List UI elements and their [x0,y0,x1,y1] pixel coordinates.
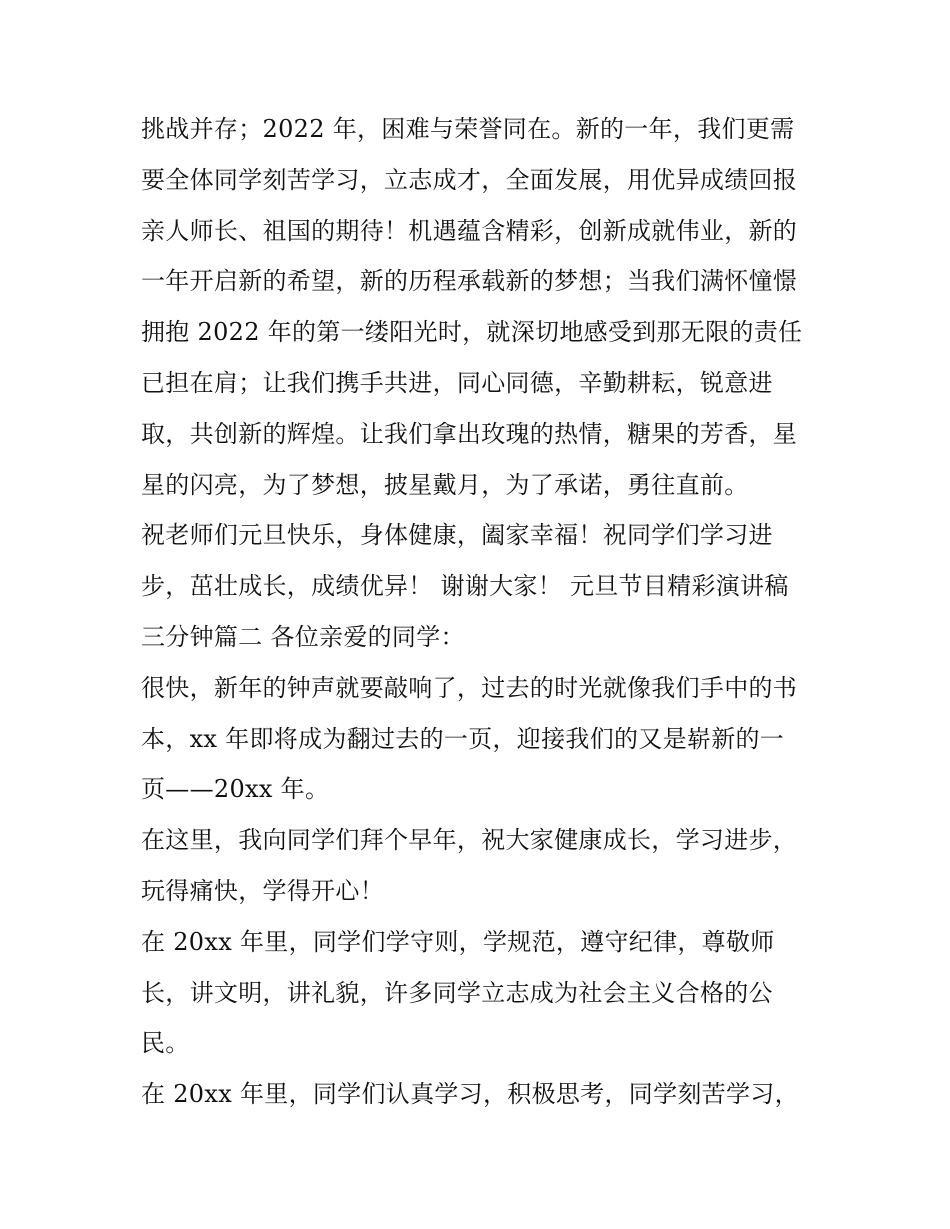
text-line: 在 20xx 年里，同学们认真学习，积极思考，同学刻苦学习， [141,1080,799,1109]
text-line: 三分钟篇二 各位亲爱的同学： [141,622,465,651]
text-line: 本，xx 年即将成为翻过去的一页，迎接我们的又是崭新的一 [141,724,785,753]
text-line: 亲人师长、祖国的期待！机遇蕴含精彩，创新成就伟业，新的 [141,216,798,245]
text-line: 步，茁壮成长，成绩优异！ 谢谢大家！ 元旦节目精彩演讲稿 [141,572,789,601]
text-line: 已担在肩；让我们携手共进，同心同德，辛勤耕耘，锐意进 [141,368,773,397]
text-line: 页——20xx 年。 [141,775,330,804]
text-line: 很快，新年的钟声就要敲响了，过去的时光就像我们手中的书 [141,673,798,702]
text-line: 祝老师们元旦快乐，身体健康，阖家幸福！祝同学们学习进 [141,521,773,550]
text-line: 民。 [141,1029,190,1058]
text-line: 取，共创新的辉煌。让我们拿出玫瑰的热情，糖果的芳香，星 [141,419,798,448]
text-line: 在这里，我向同学们拜个早年，祝大家健康成长，学习进步， [141,826,798,855]
text-line: 一年开启新的希望，新的历程承载新的梦想；当我们满怀憧憬 [141,267,798,296]
text-line: 在 20xx 年里，同学们学守则，学规范，遵守纪律，尊敬师 [141,927,775,956]
body-text [141,104,821,1120]
text-line: 拥抱 2022 年的第一缕阳光时，就深切地感受到那无限的责任 [141,318,803,347]
text-line: 长，讲文明，讲礼貌，许多同学立志成为社会主义合格的公 [141,978,773,1007]
text-line: 要全体同学刻苦学习，立志成才，全面发展，用优异成绩回报 [141,165,798,194]
text-line: 挑战并存；2022 年，困难与荣誉同在。新的一年，我们更需 [141,115,795,143]
text-line: 玩得痛快，学得开心！ [141,876,384,905]
text-line: 星的闪亮，为了梦想，披星戴月，为了承诺，勇往直前。 [141,470,749,499]
